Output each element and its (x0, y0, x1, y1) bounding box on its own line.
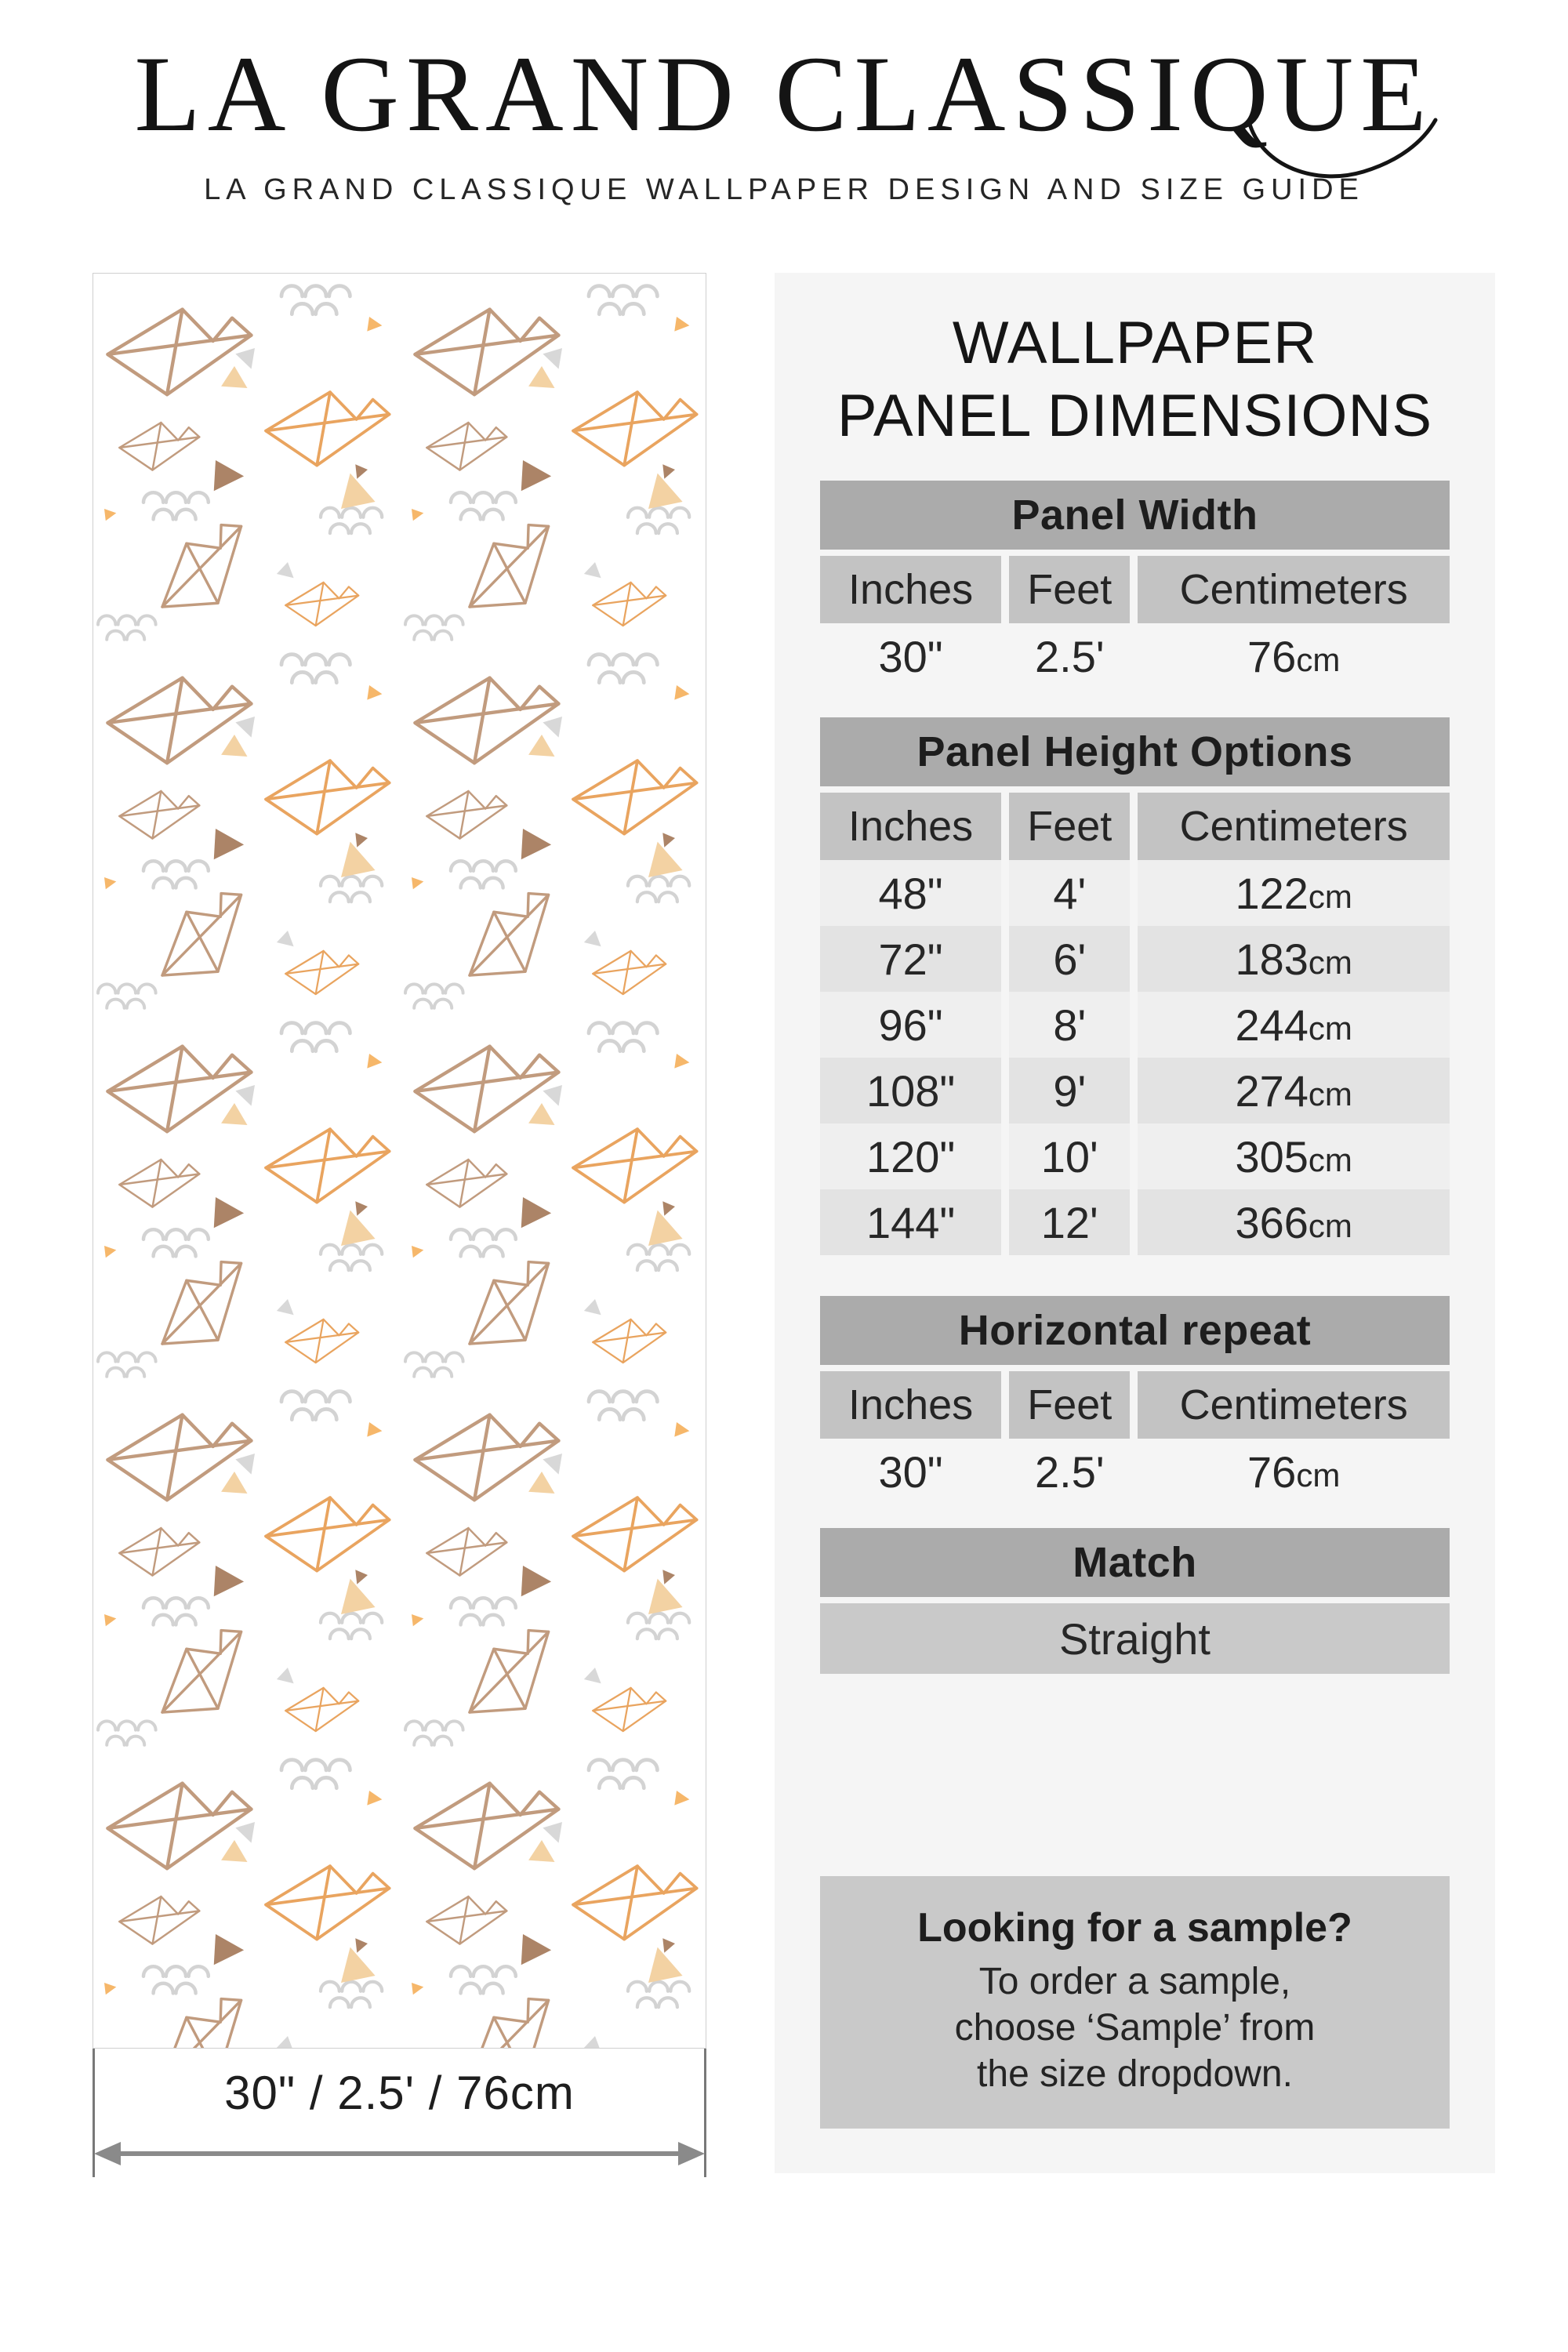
table-row (820, 860, 1450, 926)
panel-width-measure (93, 2049, 706, 2177)
sample-line: choose ‘Sample’ from (954, 2006, 1316, 2049)
col-header-feet: Feet (1009, 1371, 1130, 1439)
section-panel-width (820, 481, 1450, 689)
value-inches: 30" (878, 1446, 943, 1497)
table-row (820, 1189, 1450, 1255)
value-centimeters (1138, 1123, 1450, 1189)
section-header-horizontal-repeat: Horizontal repeat (820, 1296, 1450, 1365)
value-inches: 96" (820, 992, 1001, 1058)
sample-heading: Looking for a sample? (917, 1905, 1352, 1951)
cm-number: 76 (1247, 631, 1297, 681)
col-header-inches: Inches (820, 556, 1001, 623)
table-row (820, 1058, 1450, 1123)
logo-swash-flourish (1244, 114, 1440, 186)
sample-info-box (820, 1876, 1450, 2129)
table-row (820, 623, 1450, 689)
cm-number: 122 (1235, 868, 1308, 918)
value-centimeters (1138, 1058, 1450, 1123)
origami-boat-pattern (93, 274, 706, 2048)
value-feet: 2.5' (1034, 631, 1105, 681)
column-headers (820, 556, 1450, 623)
value-inches: 120" (820, 1123, 1001, 1189)
value-inches: 144" (820, 1189, 1001, 1255)
value-centimeters (1138, 926, 1450, 992)
cm-number: 76 (1247, 1446, 1297, 1497)
section-header-panel-width: Panel Width (820, 481, 1450, 550)
wallpaper-preview (93, 273, 706, 2177)
value-inches: 48" (820, 860, 1001, 926)
cm-unit: cm (1308, 1207, 1352, 1245)
brand-title: LA GRAND CLASSIQUE (134, 34, 1434, 154)
section-panel-height (820, 717, 1450, 1255)
cm-unit: cm (1296, 641, 1341, 679)
match-value: Straight (820, 1603, 1450, 1674)
column-headers (820, 793, 1450, 860)
value-inches: 72" (820, 926, 1001, 992)
col-header-inches: Inches (820, 793, 1001, 860)
value-centimeters (1138, 860, 1450, 926)
value-feet: 10' (1009, 1123, 1130, 1189)
panel-width-label: 30" / 2.5' / 76cm (224, 2067, 575, 2119)
panel-title-line2: PANEL DIMENSIONS (837, 382, 1433, 449)
double-arrow-icon (93, 2138, 706, 2169)
section-header-match: Match (820, 1528, 1450, 1597)
cm-unit: cm (1308, 1076, 1352, 1113)
table-row (820, 992, 1450, 1058)
value-feet: 2.5' (1034, 1446, 1105, 1497)
value-feet: 12' (1009, 1189, 1130, 1255)
cm-number: 244 (1235, 1000, 1308, 1050)
col-header-centimeters: Centimeters (1138, 556, 1450, 623)
value-feet: 8' (1009, 992, 1130, 1058)
cm-unit: cm (1308, 1010, 1352, 1047)
panel-title (820, 307, 1450, 452)
col-header-centimeters: Centimeters (1138, 1371, 1450, 1439)
table-row (820, 926, 1450, 992)
section-horizontal-repeat (820, 1296, 1450, 1504)
cm-unit: cm (1308, 878, 1352, 916)
value-feet: 9' (1009, 1058, 1130, 1123)
cm-unit: cm (1296, 1457, 1341, 1494)
value-centimeters (1138, 1439, 1450, 1504)
col-header-feet: Feet (1009, 793, 1130, 860)
cm-number: 183 (1235, 934, 1308, 984)
value-centimeters (1138, 623, 1450, 689)
section-match (820, 1528, 1450, 1674)
dimensions-panel (775, 273, 1495, 2173)
value-centimeters (1138, 1189, 1450, 1255)
cm-number: 366 (1235, 1197, 1308, 1247)
value-inches: 30" (878, 631, 943, 681)
wallpaper-pattern-swatch (93, 273, 706, 2049)
cm-number: 305 (1235, 1131, 1308, 1181)
value-feet: 6' (1009, 926, 1130, 992)
cm-unit: cm (1308, 1142, 1352, 1179)
table-row (820, 1439, 1450, 1504)
sample-line: the size dropdown. (977, 2053, 1293, 2095)
column-headers (820, 1371, 1450, 1439)
col-header-inches: Inches (820, 1371, 1001, 1439)
section-header-panel-height: Panel Height Options (820, 717, 1450, 786)
table-row (820, 1123, 1450, 1189)
cm-unit: cm (1308, 944, 1352, 982)
panel-title-line1: WALLPAPER (952, 310, 1318, 376)
sample-line: To order a sample, (978, 1961, 1291, 2003)
value-centimeters (1138, 992, 1450, 1058)
page-subtitle: LA GRAND CLASSIQUE WALLPAPER DESIGN AND SIZE GUIDE (204, 172, 1364, 206)
brand-logo (134, 34, 1434, 154)
page-header (0, 34, 1568, 207)
col-header-feet: Feet (1009, 556, 1130, 623)
cm-number: 274 (1235, 1065, 1308, 1116)
col-header-centimeters: Centimeters (1138, 793, 1450, 860)
value-inches: 108" (820, 1058, 1001, 1123)
value-feet: 4' (1009, 860, 1130, 926)
